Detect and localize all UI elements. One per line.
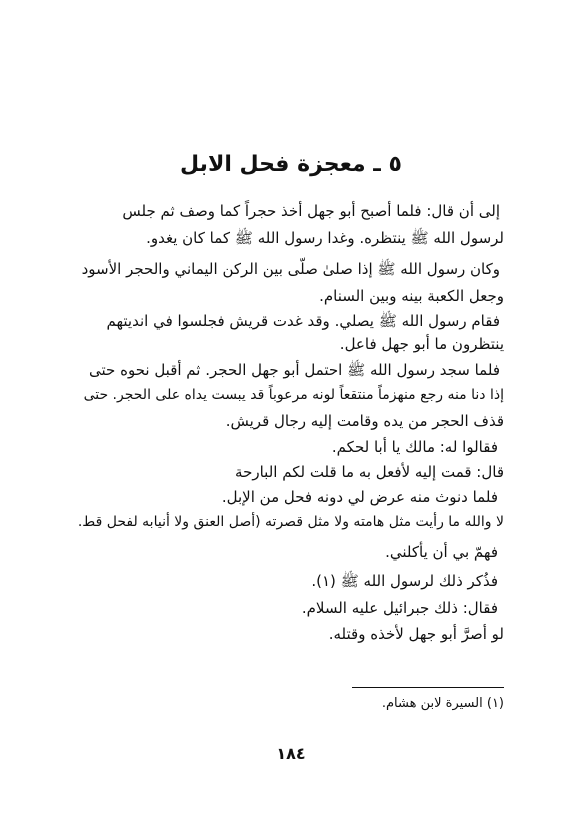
text-line: فهمّ بي أن يأكلني. <box>385 543 498 561</box>
text-line: قذف الحجر من يده وقامت إليه رجال قريش. <box>225 412 504 430</box>
text-line: فلما سجد رسول الله ﷺ احتمل أبو جهل الحجر. ثم أقبل نحوه حتى <box>89 361 500 379</box>
text-line: وجعل الكعبة بينه وبين السنام. <box>319 287 504 305</box>
text-line: قال: قمت إليه لأفعل به ما قلت لكم البارحة <box>235 463 504 481</box>
text-line: فقالوا له: مالك يا أبا لحكم. <box>331 438 498 456</box>
page-number: ١٨٤ <box>276 744 306 763</box>
text-line: فقام رسول الله ﷺ يصلي. وقد غدت قريش فجلسوا في انديتهم <box>106 312 500 330</box>
text-line: إلى أن قال: فلما أصبح أبو جهل أخذ حجراً كما وصف ثم جلس <box>122 202 500 220</box>
text-line: لو أصرَّ أبو جهل لأخذه وقتله. <box>328 625 504 643</box>
chapter-title: ٥ ـ معجزة فحل الابل <box>180 152 402 177</box>
text-line: فذُكر ذلك لرسول الله ﷺ (١). <box>311 572 498 590</box>
text-line: ينتظرون ما أبو جهل فاعل. <box>339 335 504 353</box>
text-line: وكان رسول الله ﷺ إذا صلىٰ صلّى بين الركن اليماني والحجر الأسود <box>81 260 500 278</box>
text-line: إذا دنا منه رجع منهزماً منتقعاً لونه مرعوباً قد يبست يداه على الحجر. حتى <box>83 387 504 403</box>
footnote: (١) السيرة لابن هشام. <box>381 696 504 711</box>
text-line: فلما دنوث منه عرض لي دونه فحل من الإبل. <box>221 488 498 506</box>
footnote-divider <box>352 687 504 688</box>
text-line: فقال: ذلك جبرائيل عليه السلام. <box>301 599 498 617</box>
text-line: لرسول الله ﷺ ينتظره. وغدا رسول الله ﷺ كما كان يغدو. <box>146 229 504 247</box>
text-line: لا والله ما رأيت مثل هامته ولا مثل قصرته (أصل العنق ولا أنيابه لفحل قط. <box>77 514 504 530</box>
